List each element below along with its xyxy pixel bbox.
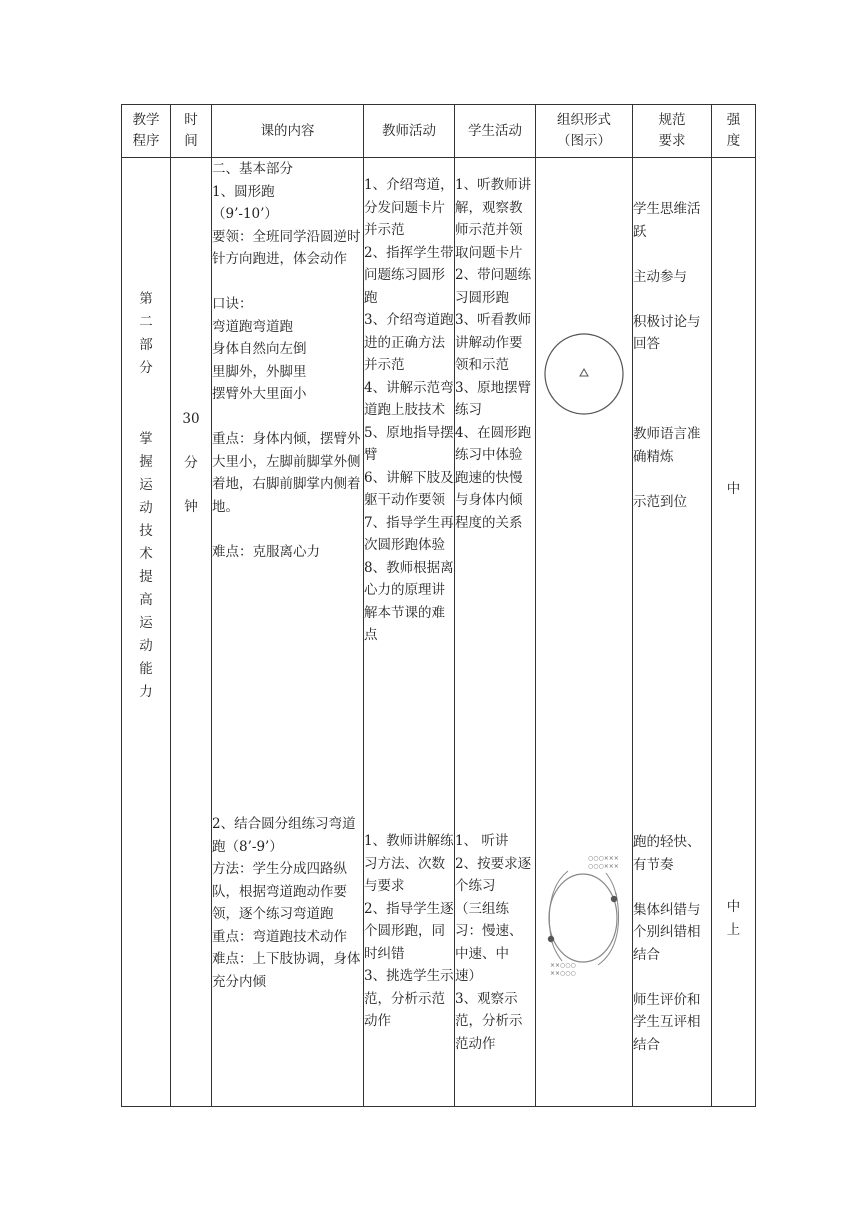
group-top-labels: ○○○××× ○○○××× [588, 855, 619, 870]
stage-char: 分 [139, 360, 153, 376]
intensity-cell [712, 158, 756, 1107]
stage-part [122, 288, 170, 380]
content-cell [212, 158, 364, 1107]
requirements-block-2: 跑的轻快、有节奏 集体纠错与个别纠错相结合 师生评价和学生互评相结合 [633, 834, 701, 1053]
time-unit: 分 [184, 455, 198, 471]
header-organization: 组织形式（图示） [536, 105, 633, 158]
header-teacher: 教师活动 [364, 105, 455, 158]
student-block-2: 1、 听讲 2、按要求逐个练习 （三组练习：慢速、中速、中速） 3、观察示范，分析示范动作 [455, 833, 532, 1052]
student-block-1: 1、听教师讲解，观察教师示范并领取问题卡片 2、带问题练习圆形跑 3、听看教师讲解动作要领和示范 3、原地摆臂练习 4、在圆形跑练习中体验跑速的快慢与身体内倾程度的关系 [455, 177, 532, 531]
teacher-block-2: 1、教师讲解练习方法、次数与要求 2、指导学生逐个圆形跑，同时纠错 3、挑选学生示范，分析示范动作 [364, 833, 454, 1029]
stage-char: 动 [139, 638, 153, 654]
stage-char: 运 [139, 615, 153, 631]
stage-char: 术 [139, 546, 153, 562]
stage-char: 力 [139, 684, 153, 700]
stage-char: 技 [139, 523, 153, 539]
time-stack [171, 403, 211, 523]
stage-char: 掌 [139, 431, 153, 447]
stage-cell [122, 158, 171, 1107]
runner-marker-icon [548, 936, 554, 942]
stage-char: 提 [139, 569, 153, 585]
stage-goal [122, 428, 170, 704]
header-student: 学生活动 [455, 105, 536, 158]
content-block-2: 2、结合圆分组练习弯道跑（8’-9’） 方法：学生分成四路纵队，根据弯道跑动作要领，逐个练习弯道跑 重点：弯道跑技术动作 难点：上下肢协调，身体充分内倾 [212, 816, 361, 990]
intensity-block-1: 中 [726, 481, 741, 497]
time-value: 30 [182, 411, 200, 427]
teacher-block-1: 1、介绍弯道，分发问题卡片并示范 2、指挥学生带问题练习圆形跑 3、介绍弯道跑进的正确方法并示范 4、讲解示范弯道跑上肢技术 5、原地指导摆臂 6、讲解下肢及躯干动作要领 7、指导学生再次圆形跑体验 8、教师根据离心力的原理讲解本节课的难点 [364, 177, 454, 643]
stage-char: 高 [139, 592, 153, 608]
header-requirements: 规范要求 [633, 105, 712, 158]
intensity-block-2: 中 上 [726, 899, 741, 938]
stage-char: 能 [139, 661, 153, 677]
runner-marker-icon [611, 896, 617, 902]
stage-char: 第 [139, 291, 153, 307]
header-content: 课的内容 [212, 105, 364, 158]
requirements-block-1: 学生思维活跃 主动参与 积极讨论与回答 教师语言准确精炼 示范到位 [633, 201, 701, 510]
body-row [122, 158, 756, 1107]
stage-char: 动 [139, 500, 153, 516]
teacher-triangle-icon [580, 369, 588, 376]
group-bottom-labels: ××○○○ ××○○○ [550, 962, 576, 977]
teacher-cell [364, 158, 455, 1107]
circle-run-diagram [536, 318, 633, 428]
time-unit: 钟 [184, 499, 198, 515]
time-cell [171, 158, 212, 1107]
header-intensity: 强度 [712, 105, 756, 158]
header-procedure: 教学程序 [122, 105, 171, 158]
stage-char: 部 [139, 337, 153, 353]
header-time: 时间 [171, 105, 212, 158]
lesson-plan-table [121, 104, 756, 1107]
stage-char: 握 [139, 454, 153, 470]
stage-char: 二 [139, 314, 153, 330]
requirements-cell [633, 158, 712, 1107]
organization-cell [536, 158, 633, 1107]
header-row [122, 105, 756, 158]
stage-char: 运 [139, 477, 153, 493]
content-block-1: 二、基本部分 1、圆形跑 （9’-10’） 要领：全班同学沿圆逆时针方向跑进，体会动作 口诀： 弯道跑弯道跑 身体自然向左倒 里脚外，外脚里 摆臂外大里面小 重点：身体内倾，摆臂外大里小，左脚前脚掌外侧着地，右脚前脚掌内侧着地。 难点：克服离心力 [212, 161, 361, 560]
student-cell [455, 158, 536, 1107]
